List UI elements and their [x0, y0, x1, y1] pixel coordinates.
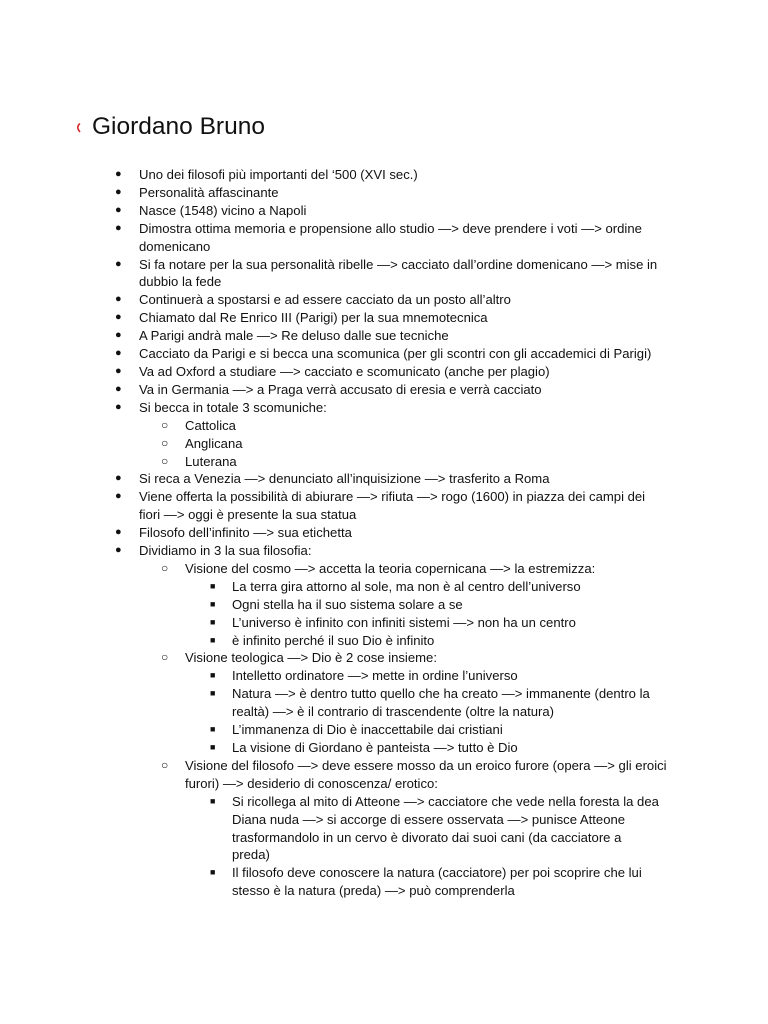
- circle-marker-icon: ○: [161, 560, 169, 575]
- bullet-marker-icon: ●: [115, 257, 122, 270]
- list-item-text: L’universo è infinito con infiniti sistemi —> non ha un centro: [232, 614, 576, 630]
- list-item-text: Natura —> è dentro tutto quello che ha creato —> immanente (dentro la realtà) —> è il contrario di trascendente (oltre la natura): [232, 686, 650, 720]
- list-item: [0, 202, 768, 220]
- sub-list-container: [0, 793, 768, 900]
- circle-marker-icon: ○: [161, 453, 169, 468]
- list-item: [0, 614, 768, 632]
- bullet-marker-icon: ●: [115, 221, 122, 234]
- list-item: [0, 166, 768, 184]
- list-item-text: Personalità affascinante: [139, 184, 279, 200]
- square-marker-icon: ■: [210, 688, 216, 699]
- list-item-text: Va ad Oxford a studiare —> cacciato e scomunicato (anche per plagio): [139, 363, 550, 379]
- square-marker-icon: ■: [210, 670, 216, 681]
- circle-marker-icon: ○: [161, 435, 169, 450]
- sub-list-container: [0, 667, 768, 757]
- list-item: [0, 488, 768, 524]
- sub-list: [0, 793, 768, 900]
- list-item-text: Visione del filosofo —> deve essere mosso da un eroico furore (opera —> gli eroici furori) —> desiderio di conoscenza/ erotico:: [185, 757, 667, 791]
- notes-content: [0, 166, 768, 900]
- page-title: Giordano Bruno: [92, 113, 265, 140]
- list-item: [0, 470, 768, 488]
- square-marker-icon: ■: [210, 616, 216, 627]
- list-item-text: Il filosofo deve conoscere la natura (cacciatore) per poi scoprire che lui stesso è la natura (preda) —> può comprenderla: [232, 865, 642, 899]
- sub-list: [0, 417, 768, 471]
- list-item: [0, 453, 768, 471]
- square-marker-icon: ■: [210, 634, 216, 645]
- list-item-text: Visione del cosmo —> accetta la teoria copernicana —> la estremizza:: [185, 560, 596, 576]
- list-item-text: Visione teologica —> Dio è 2 cose insieme:: [185, 650, 437, 666]
- sub-list-container: [0, 417, 768, 471]
- list-item: [0, 345, 768, 363]
- list-item: [0, 864, 768, 900]
- list-item: [0, 524, 768, 542]
- list-item: [0, 793, 768, 865]
- list-item: [0, 363, 768, 381]
- list-item: [0, 256, 768, 292]
- bullet-marker-icon: ●: [115, 400, 122, 413]
- bullet-list: [0, 166, 768, 900]
- circle-marker-icon: ○: [161, 650, 169, 665]
- bullet-marker-icon: ●: [115, 347, 122, 360]
- list-item-text: Nasce (1548) vicino a Napoli: [139, 202, 307, 218]
- list-item-text: Si becca in totale 3 scomuniche:: [139, 399, 327, 415]
- square-marker-icon: ■: [210, 580, 216, 591]
- square-marker-icon: ■: [210, 742, 216, 752]
- list-item: [0, 399, 768, 417]
- list-item: [0, 721, 768, 739]
- circle-marker-icon: ○: [161, 757, 169, 772]
- sub-list: [0, 560, 768, 900]
- bullet-marker-icon: ●: [115, 185, 122, 198]
- bullet-marker-icon: ●: [115, 168, 122, 180]
- list-item-text: Continuerà a spostarsi e ad essere cacciato da un posto all’altro: [139, 292, 511, 308]
- red-mark-icon: [74, 118, 92, 136]
- bullet-marker-icon: ●: [115, 203, 122, 216]
- square-marker-icon: ■: [210, 724, 216, 735]
- bullet-marker-icon: ●: [115, 364, 122, 377]
- square-marker-icon: ■: [210, 795, 216, 806]
- list-item: [0, 291, 768, 309]
- list-item: [0, 220, 768, 256]
- bullet-marker-icon: ●: [115, 472, 122, 485]
- bullet-marker-icon: ●: [115, 490, 122, 503]
- list-item: [0, 417, 768, 435]
- sub-list: [0, 578, 768, 650]
- list-item: [0, 632, 768, 650]
- list-item-text: Cacciato da Parigi e si becca una scomunica (per gli scontri con gli accademici di Parigi): [139, 346, 652, 362]
- list-item: [0, 596, 768, 614]
- list-item-text: Dimostra ottima memoria e propensione allo studio —> deve prendere i voti —> ordine domenicano: [139, 220, 642, 254]
- list-item: [0, 327, 768, 345]
- list-item: [0, 309, 768, 327]
- sub-list-container: [0, 578, 768, 650]
- square-marker-icon: ■: [210, 598, 216, 609]
- list-item-text: Chiamato dal Re Enrico III (Parigi) per la sua mnemotecnica: [139, 310, 488, 326]
- list-item-text: Va in Germania —> a Praga verrà accusato di eresia e verrà cacciato: [139, 381, 542, 397]
- list-item: [0, 757, 768, 793]
- title-row: [74, 110, 265, 144]
- list-item-text: A Parigi andrà male —> Re deluso dalle sue tecniche: [139, 328, 449, 344]
- list-item: [0, 381, 768, 399]
- list-item: [0, 649, 768, 667]
- list-item-text: Si reca a Venezia —> denunciato all’inquisizione —> trasferito a Roma: [139, 471, 550, 487]
- sub-list-container: [0, 560, 768, 900]
- list-item-text: Viene offerta la possibilità di abiurare —> rifiuta —> rogo (1600) in piazza dei campi dei fiori —> oggi è presente la sua statua: [139, 489, 646, 523]
- sub-list: [0, 667, 768, 757]
- list-item-text: Uno dei filosofi più importanti del ‘500 (XVI sec.): [139, 167, 418, 182]
- list-item-text: Si fa notare per la sua personalità ribelle —> cacciato dall’ordine domenicano —> mise in dubbio la fede: [139, 256, 658, 290]
- bullet-marker-icon: ●: [115, 526, 122, 539]
- list-item-text: Ogni stella ha il suo sistema solare a se: [232, 596, 463, 612]
- square-marker-icon: ■: [210, 867, 216, 878]
- list-item-text: L’immanenza di Dio è inaccettabile dai cristiani: [232, 722, 503, 738]
- list-item: [0, 667, 768, 685]
- list-item: [0, 184, 768, 202]
- list-item: [0, 578, 768, 596]
- list-item: [0, 435, 768, 453]
- list-item-text: La terra gira attorno al sole, ma non è al centro dell’universo: [232, 578, 581, 594]
- list-item: [0, 560, 768, 578]
- list-item-text: Filosofo dell’infinito —> sua etichetta: [139, 525, 352, 541]
- bullet-marker-icon: ●: [115, 293, 122, 306]
- bullet-marker-icon: ●: [115, 544, 122, 557]
- list-item-text: Intelletto ordinatore —> mette in ordine l’universo: [232, 668, 518, 684]
- list-item-text: Dividiamo in 3 la sua filosofia:: [139, 543, 312, 559]
- list-item-text: Anglicana: [185, 435, 243, 451]
- list-item: [0, 685, 768, 721]
- list-item-text: La visione di Giordano è panteista —> tutto è Dio: [232, 740, 518, 755]
- bullet-marker-icon: ●: [115, 382, 122, 395]
- list-item-text: è infinito perché il suo Dio è infinito: [232, 632, 435, 648]
- circle-marker-icon: ○: [161, 417, 169, 432]
- bullet-marker-icon: ●: [115, 329, 122, 342]
- bullet-marker-icon: ●: [115, 311, 122, 324]
- list-item: [0, 739, 768, 757]
- list-item: [0, 542, 768, 560]
- list-item-text: Cattolica: [185, 417, 236, 433]
- list-item-text: Luterana: [185, 453, 237, 469]
- list-item-text: Si ricollega al mito di Atteone —> cacciatore che vede nella foresta la dea Diana nuda —> si accorge di essere osservata —> punisce Atteone trasformandolo in un cervo è divorato dai suoi cani (da cacciatore a preda): [232, 793, 659, 863]
